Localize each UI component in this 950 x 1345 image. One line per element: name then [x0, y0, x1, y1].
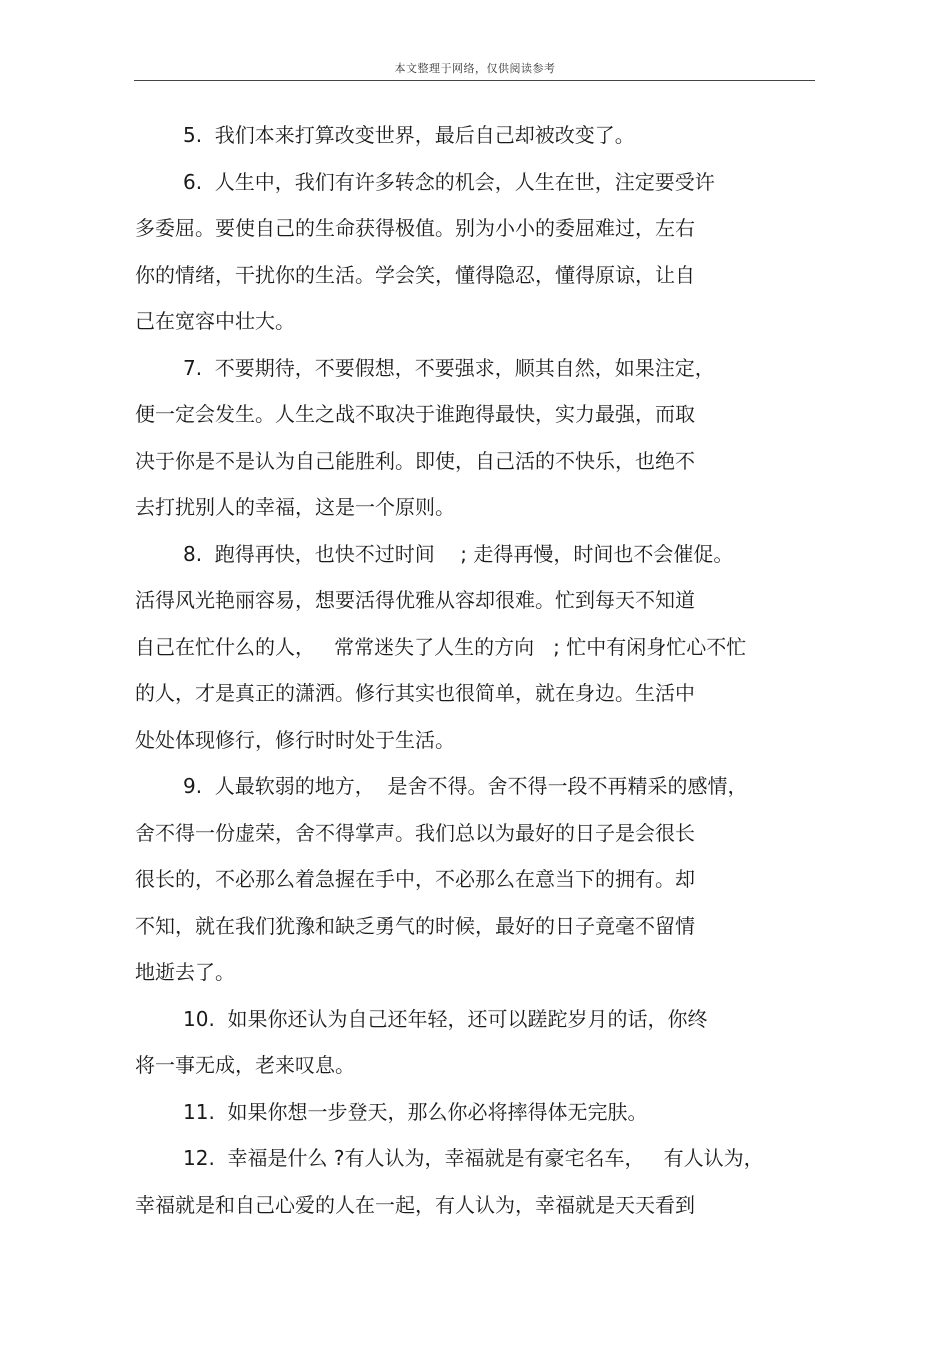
text-line: 舍不得一份虚荣，舍不得掌声。我们总以为最好的日子是会很长 — [135, 820, 695, 845]
text-line: 便一定会发生。人生之战不取决于谁跑得最快，实力最强，而取 — [135, 402, 695, 426]
text-line: 己在宽容中壮大。 — [135, 309, 295, 333]
text-line: 9. 人最软弱的地方， 是舍不得。舍不得一段不再精采的感情， — [183, 774, 748, 798]
header-divider — [134, 80, 815, 81]
text-line: 自己在忙什么的人， 常常迷失了人生的方向 ; 忙中有闲身忙心不忙 — [135, 634, 747, 659]
page-header: 本文整理于网络，仅供阅读参考 — [394, 62, 556, 75]
text-line: 10. 如果你还认为自己还年轻，还可以蹉跎岁月的话，你终 — [183, 1006, 708, 1031]
text-line: 的人，才是真正的潇洒。修行其实也很简单，就在身边。生活中 — [135, 681, 695, 705]
text-line: 幸福就是和自己心爱的人在一起，有人认为，幸福就是天天看到 — [135, 1192, 695, 1217]
paragraph-6 — [135, 159, 815, 345]
text-line: 6. 人生中，我们有许多转念的机会，人生在世，注定要受许 — [183, 169, 715, 194]
text-line: 不知，就在我们犹豫和缺乏勇气的时候，最好的日子竟毫不留情 — [135, 913, 695, 938]
paragraph-12 — [135, 1135, 815, 1228]
text-line: 8. 跑得再快，也快不过时间 ; 走得再慢，时间也不会催促。 — [183, 541, 734, 566]
text-line: 很长的，不必那么着急握在手中，不必那么在意当下的拥有。却 — [135, 867, 695, 891]
text-line: 5. 我们本来打算改变世界，最后自己却被改变了。 — [183, 123, 635, 147]
text-line: 将一事无成，老来叹息。 — [135, 1053, 355, 1077]
text-line: 去打扰别人的幸福，这是一个原则。 — [135, 495, 455, 519]
text-line: 12. 幸福是什么 ?有人认为，幸福就是有豪宅名车， 有人认为， — [183, 1146, 764, 1170]
paragraph-10 — [135, 996, 815, 1089]
text-line: 多委屈。要使自己的生命获得极值。别为小小的委屈难过，左右 — [135, 216, 695, 240]
text-line: 地逝去了。 — [135, 960, 235, 984]
text-line: 7. 不要期待，不要假想，不要强求，顺其自然，如果注定， — [183, 355, 715, 380]
paragraph-11 — [135, 1089, 815, 1136]
text-line: 决于你是不是认为自己能胜利。即使，自己活的不快乐，也绝不 — [135, 448, 695, 473]
text-line: 11. 如果你想一步登天，那么你必将摔得体无完肤。 — [183, 1099, 648, 1124]
document-body — [135, 112, 815, 1228]
text-line: 你的情绪，干扰你的生活。学会笑，懂得隐忍，懂得原谅，让自 — [135, 262, 695, 287]
text-line: 活得风光艳丽容易，想要活得优雅从容却很难。忙到每天不知道 — [135, 588, 695, 612]
paragraph-8 — [135, 531, 815, 764]
text-line: 处处体现修行，修行时时处于生活。 — [135, 727, 455, 752]
paragraph-5 — [135, 112, 815, 159]
paragraph-7 — [135, 345, 815, 531]
paragraph-9 — [135, 763, 815, 996]
